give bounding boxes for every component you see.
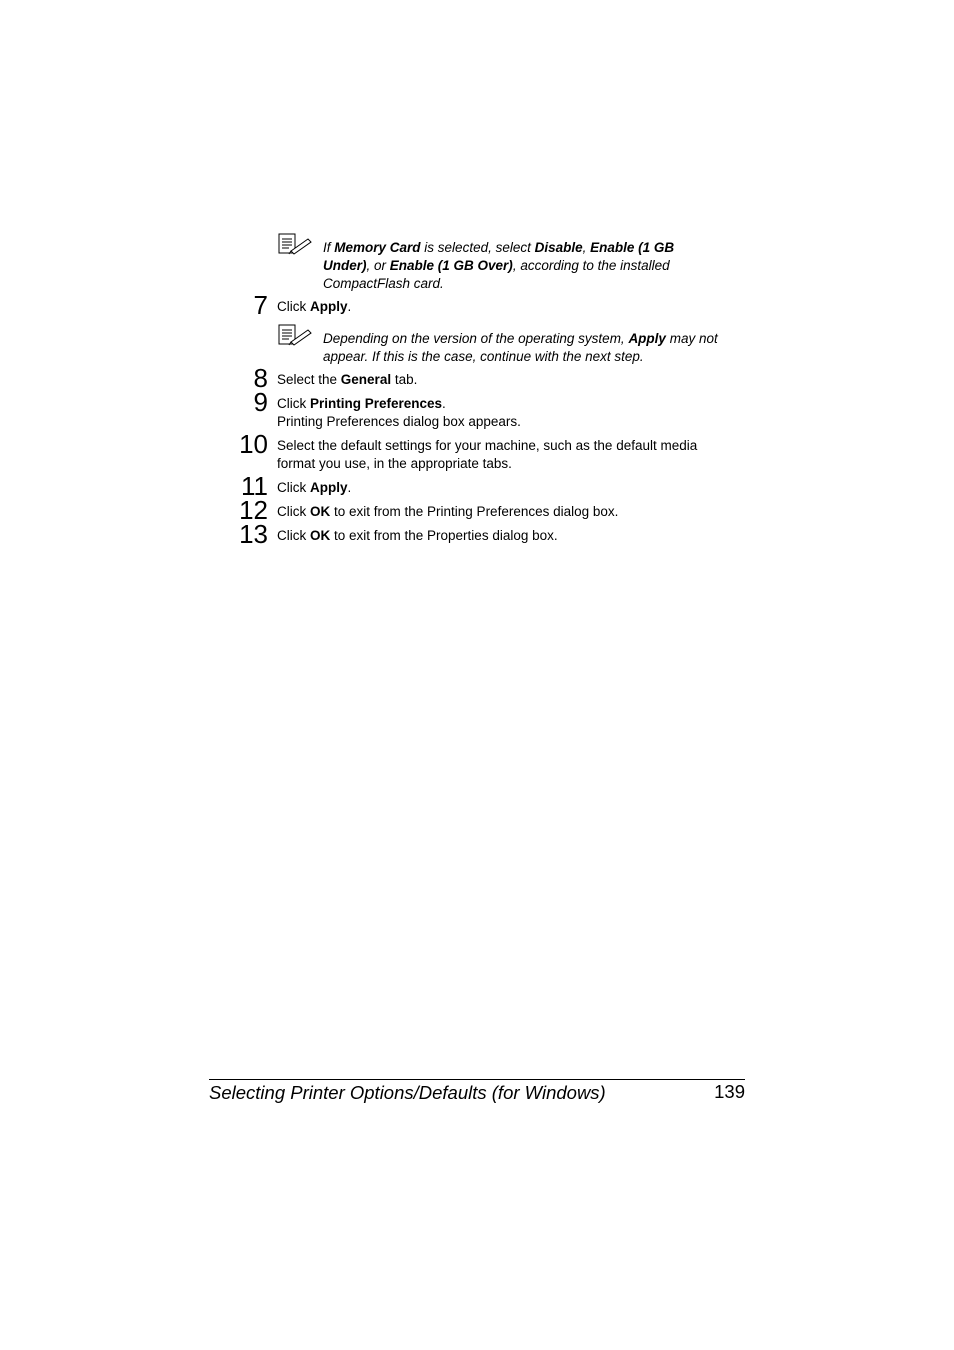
step-text: Click Apply. <box>277 480 352 495</box>
note-pencil-icon <box>277 233 313 255</box>
step-number: 11 <box>241 471 268 501</box>
step-text: Click Printing Preferences. Printing Preferences dialog box appears. <box>277 396 521 429</box>
step-text: Click OK to exit from the Properties dialog box. <box>277 528 558 543</box>
note-text <box>323 330 748 366</box>
note-line: Depending on the version of the operating system, Apply may not <box>323 331 718 346</box>
note-pencil-icon <box>277 324 313 346</box>
step-text: Click OK to exit from the Printing Preferences dialog box. <box>277 504 619 519</box>
note-text <box>323 239 748 293</box>
step-number: 12 <box>239 495 268 525</box>
step-text: Select the default settings for your machine, such as the default media format you use, in the appropriate tabs. <box>277 438 698 471</box>
note-line: Under), or Enable (1 GB Over), according to the installed <box>323 258 670 273</box>
step-number: 9 <box>253 387 268 417</box>
step-text: Select the General tab. <box>277 372 418 387</box>
note-line: appear. If this is the case, continue with the next step. <box>323 349 644 364</box>
page-number: 139 <box>714 1081 745 1102</box>
step-number: 10 <box>239 429 268 459</box>
step-number: 7 <box>253 290 268 320</box>
step-number: 13 <box>239 519 268 549</box>
footer-divider <box>209 1079 745 1080</box>
step-number: 8 <box>253 363 268 393</box>
footer-title: Selecting Printer Options/Defaults (for Windows) <box>209 1082 606 1103</box>
note-line: CompactFlash card. <box>323 276 444 291</box>
note-line: If Memory Card is selected, select Disable, Enable (1 GB <box>323 240 675 255</box>
step-text: Click Apply. <box>277 299 352 314</box>
